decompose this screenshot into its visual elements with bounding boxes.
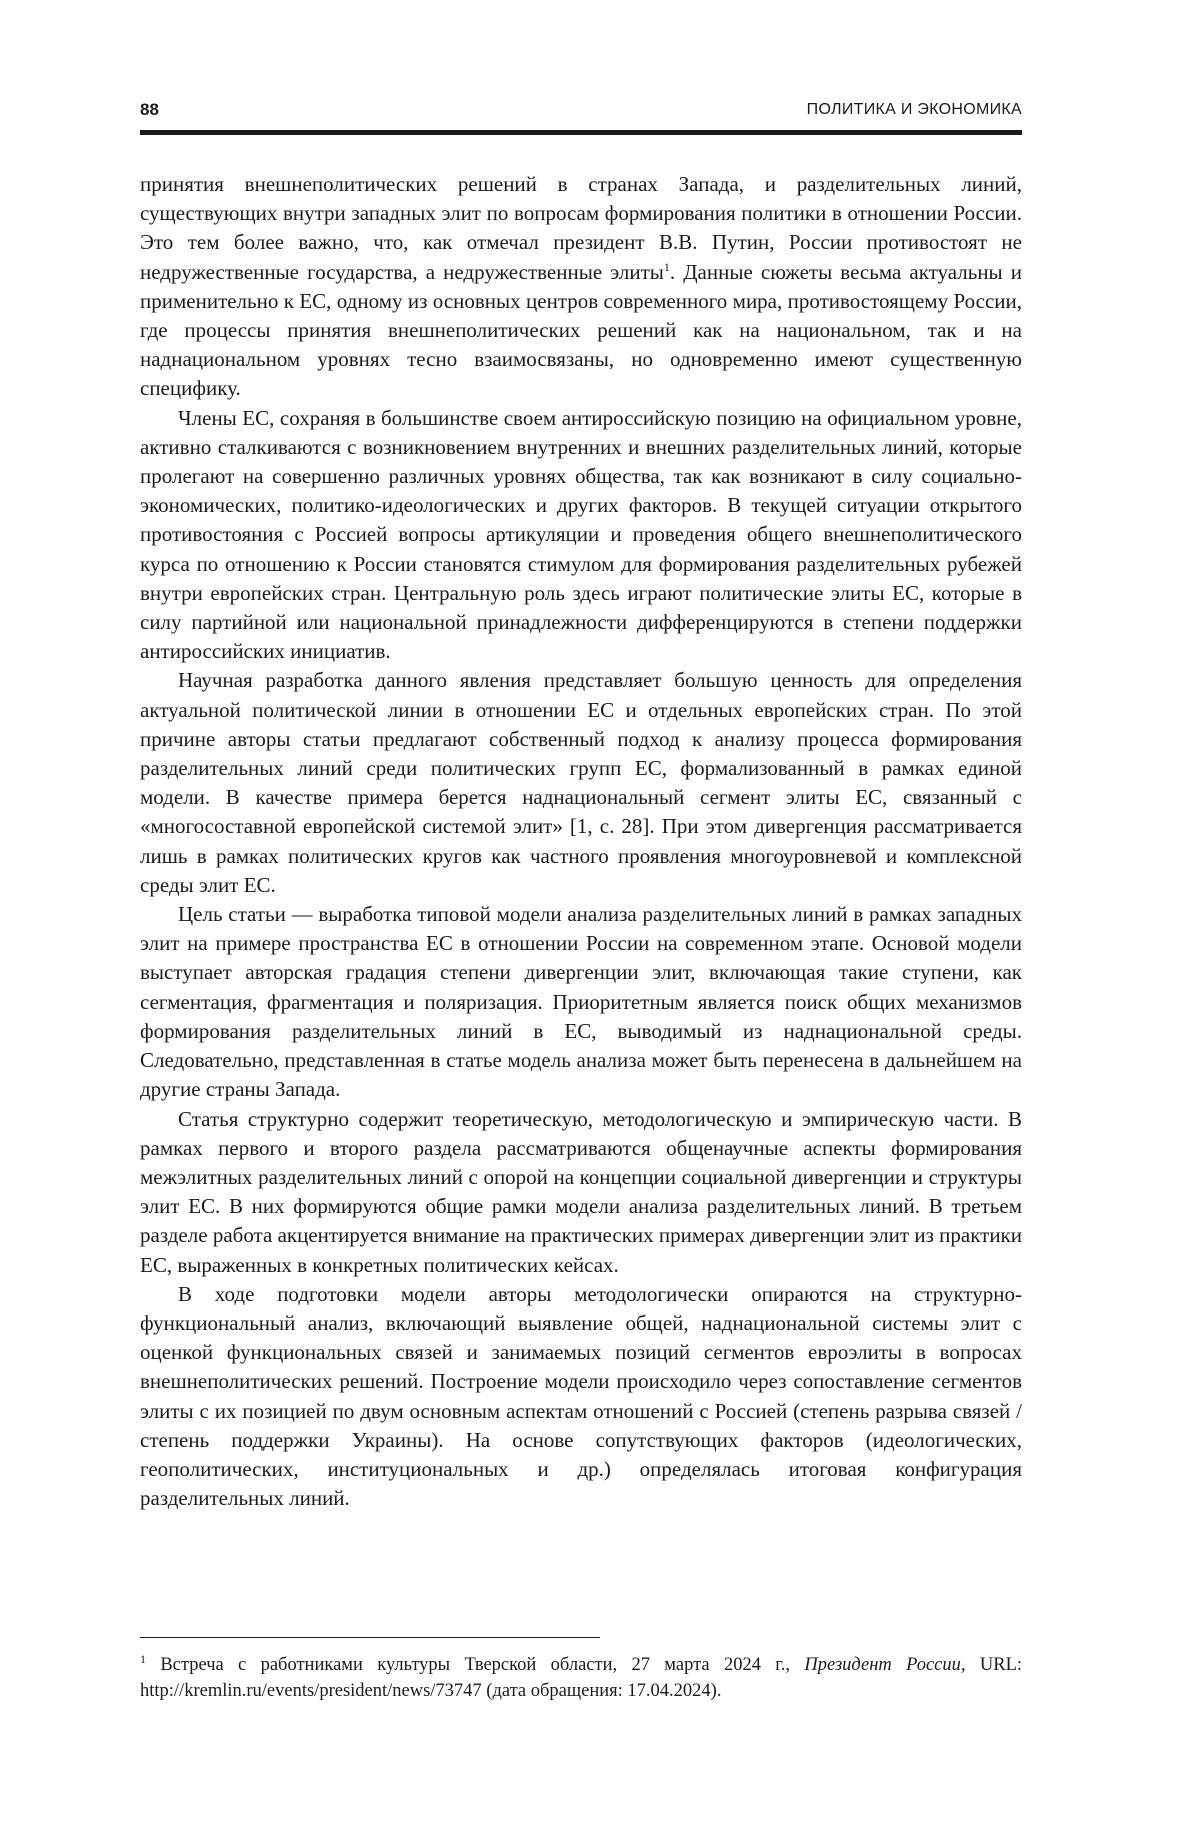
page-header bbox=[140, 98, 1022, 135]
paragraph-4: Цель статьи — выработка типовой модели анализа разделительных линий в рамках западных элит на примере пространства ЕС в отношении России на современном этапе. Основой модели выступает авторская градация степени дивергенции элит, включающая такие ступени, как сегментация, фрагментация и поляризация. Приоритетным является поиск общих механизмов формирования разделительных линий в ЕС, выводимый из наднациональной среды. Следовательно, представленная в статье модель анализа может быть перенесена в дальнейшем на другие страны Запада. bbox=[140, 902, 1022, 1102]
running-title: ПОЛИТИКА И ЭКОНОМИКА bbox=[806, 101, 1022, 118]
paragraph-2: Члены ЕС, сохраняя в большинстве своем антироссийскую позицию на официальном уровне, активно сталкиваются с возникновением внутренних и внешних разделительных линий, которые пролегают на совершенно различных уровнях общества, так как возникают в силу социально-экономических, политико-идеологических и других факторов. В текущей ситуации открытого противостояния с Россией вопросы артикуляции и проведения общего внешнеполитического курса по отношению к России становятся стимулом для формирования разделительных рубежей внутри европейских стран. Центральную роль здесь играют политические элиты ЕС, которые в силу партийной или национальной принадлежности дифференцируются в степени поддержки антироссийских инициатив. bbox=[140, 405, 1022, 664]
paragraph-6: В ходе подготовки модели авторы методологически опираются на структурно-функциональный анализ, включающий выявление общей, наднациональной системы элит с оценкой функциональных связей и занимаемых позиций сегментов евроэлиты в вопросах внешнеполитических решений. Построение модели происходило через сопоставление сегментов элиты с их позицией по двум основным аспектам отношений с Россией (степень разрыва связей / степень поддержки Украины). На основе сопутствующих факторов (идеологических, геополитических, институциональных и др.) определялась итоговая конфигурация разделительных линий. bbox=[140, 1281, 1022, 1511]
footnote-divider bbox=[140, 1637, 600, 1638]
paragraph-5: Статья структурно содержит теоретическую, методологическую и эмпирическую части. В рамках первого и второго раздела рассматриваются общенаучные аспекты формирования межэлитных разделительных линий с опорой на концепции социальной дивергенции и структуры элит ЕС. В них формируются общие рамки модели анализа разделительных линий. В третьем разделе работа акцентируется внимание на практических примерах дивергенции элит из практики ЕС, выраженных в конкретных политических кейсах. bbox=[140, 1106, 1022, 1277]
footnote-url[interactable]: URL: http://kremlin.ru/events/president/news/73747 (дата обращения: 17.04.2024). bbox=[140, 1655, 1023, 1701]
paragraph-1-text: принятия внешнеполитических решений в странах Запада, и разделительных линий, существующих внутри западных элит по вопросам формирования политики в отношении России. Это тем более важно, что, как отмечал президент В.В. Путин, России противостоят не недружественные государства, а недружественные элиты bbox=[140, 172, 1022, 284]
article-body bbox=[140, 170, 1022, 1513]
paragraph-1 bbox=[140, 170, 1022, 404]
footnote-source: Президент России, bbox=[804, 1655, 966, 1675]
paragraph-3: Научная разработка данного явления представляет большую ценность для определения актуальной политической линии в отношении ЕС и отдельных европейских стран. По этой причине авторы статьи предлагают собственный подход к анализу процесса формирования разделительных линий среди политических групп ЕС, формализованный в рамках единой модели. В качестве примера берется наднациональный сегмент элиты ЕС, связанный с «многосоставной европейской системой элит» [1, с. 28]. При этом дивергенция рассматривается лишь в рамках политических кругов как частного проявления многоуровневой и комплексной среды элит ЕС. bbox=[140, 668, 1022, 897]
paragraph-1-tail: . Данные сюжеты весьма актуальны и применительно к ЕС, одному из основных центров современного мира, противостоящему России, где процессы принятия внешнеполитических решений как на национальном, так и на наднациональном уровнях тесно взаимосвязаны, но одновременно имеют существенную специфику. bbox=[140, 259, 1022, 401]
footnote-text: Встреча с работниками культуры Тверской области, 27 марта 2024 г., bbox=[146, 1655, 805, 1675]
footnote-reference[interactable]: 1 bbox=[663, 259, 670, 274]
footnote bbox=[140, 1652, 1022, 1704]
page-number: 88 bbox=[140, 100, 159, 119]
footnote-marker: 1 bbox=[140, 1651, 146, 1666]
